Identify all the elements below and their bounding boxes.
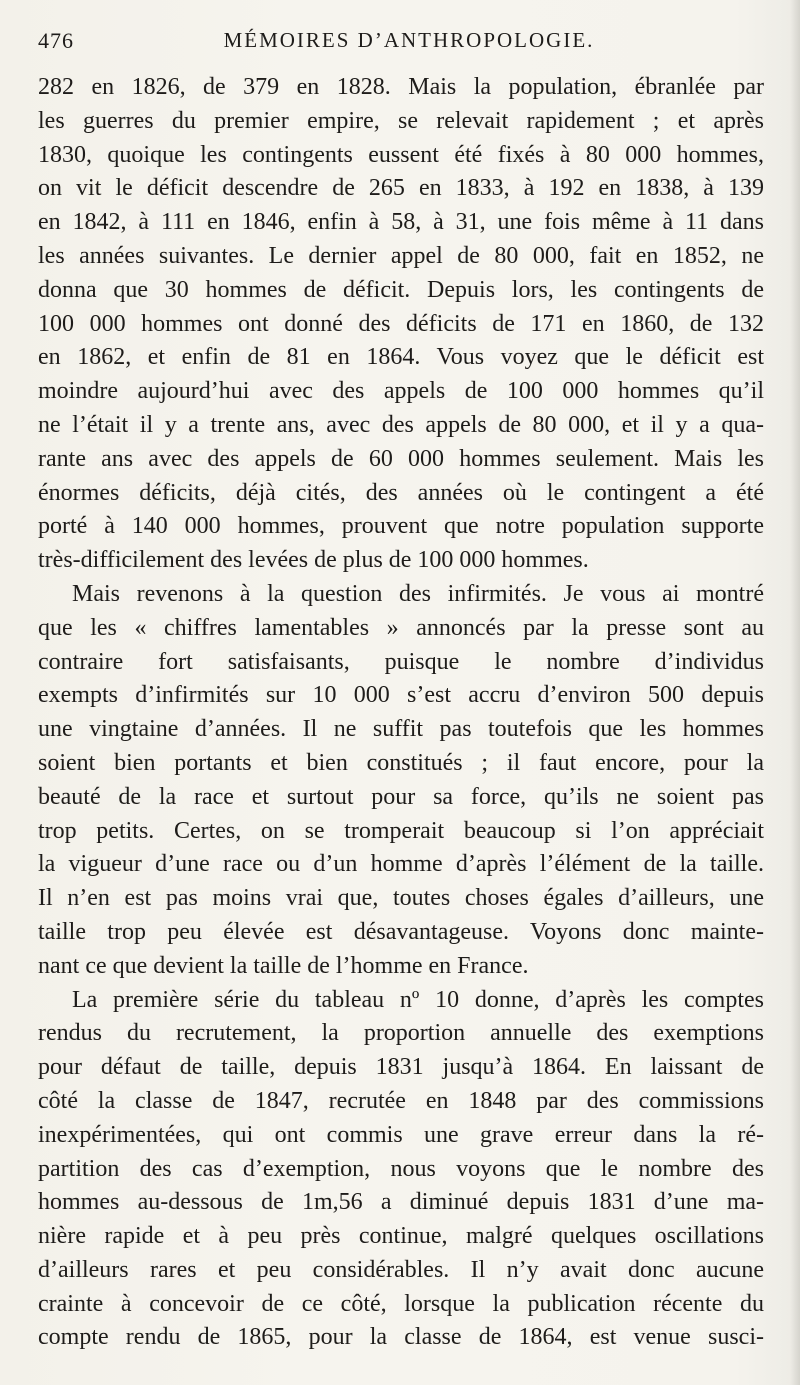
text-line: exempts d’infirmités sur 10 000 s’est accru d’environ 500 depuis bbox=[38, 682, 764, 709]
text-line: Mais revenons à la question des infirmités. Je vous ai montré bbox=[72, 580, 764, 607]
text-line: une vingtaine d’années. Il ne suffit pas toutefois que les hommes bbox=[38, 716, 764, 743]
text-line: contraire fort satisfaisants, puisque le nombre d’individus bbox=[38, 648, 764, 675]
body-text bbox=[38, 71, 764, 1355]
text-line: partition des cas d’exemption, nous voyons que le nombre des bbox=[38, 1155, 764, 1182]
text-line: ne l’était il y a trente ans, avec des appels de 80 000, et il y a qua- bbox=[38, 411, 764, 438]
page-edge-shadow bbox=[790, 0, 800, 1385]
text-line: côté la classe de 1847, recrutée en 1848 par des commissions bbox=[38, 1087, 764, 1114]
text-line: moindre aujourd’hui avec des appels de 100 000 hommes qu’il bbox=[38, 378, 764, 405]
text-line: les guerres du premier empire, se relevait rapidement ; et après bbox=[38, 107, 764, 134]
page-number: 476 bbox=[38, 28, 74, 53]
text-line: rante ans avec des appels de 60 000 hommes seulement. Mais les bbox=[38, 445, 764, 472]
text-line: trop petits. Certes, on se tromperait beaucoup si l’on appréciait bbox=[38, 817, 764, 844]
text-line: en 1842, à 111 en 1846, enfin à 58, à 31, une fois même à 11 dans bbox=[38, 209, 764, 236]
text-line: la vigueur d’une race ou d’un homme d’après l’élément de la taille. bbox=[38, 851, 764, 878]
text-line: hommes au-dessous de 1m,56 a diminué depuis 1831 d’une ma- bbox=[38, 1189, 764, 1216]
text-line: Il n’en est pas moins vrai que, toutes choses égales d’ailleurs, une bbox=[38, 885, 764, 912]
text-line: que les « chiffres lamentables » annoncés par la presse sont au bbox=[38, 614, 764, 641]
text-line: La première série du tableau nº 10 donne, d’après les comptes bbox=[72, 986, 764, 1013]
text-line: compte rendu de 1865, pour la classe de 1864, est venue susci- bbox=[38, 1324, 764, 1351]
text-line: on vit le déficit descendre de 265 en 1833, à 192 en 1838, à 139 bbox=[38, 175, 764, 202]
running-title: MÉMOIRES D’ANTHROPOLOGIE. bbox=[223, 28, 595, 52]
text-line: les années suivantes. Le dernier appel de 80 000, fait en 1852, ne bbox=[38, 242, 764, 269]
text-line: très-difficilement des levées de plus de 100 000 hommes. bbox=[38, 547, 589, 574]
text-line: en 1862, et enfin de 81 en 1864. Vous voyez que le déficit est bbox=[38, 344, 764, 371]
text-line: 282 en 1826, de 379 en 1828. Mais la population, ébranlée par bbox=[38, 74, 764, 100]
text-line: inexpérimentées, qui ont commis une grave erreur dans la ré- bbox=[38, 1121, 764, 1148]
text-line: crainte à concevoir de ce côté, lorsque la publication récente du bbox=[38, 1290, 764, 1317]
text-line: 1830, quoique les contingents eussent été fixés à 80 000 hommes, bbox=[38, 141, 764, 168]
text-line: soient bien portants et bien constitués ; il faut encore, pour la bbox=[38, 749, 764, 776]
text-line: pour défaut de taille, depuis 1831 jusqu’à 1864. En laissant de bbox=[38, 1054, 764, 1081]
text-line: 100 000 hommes ont donné des déficits de 171 en 1860, de 132 bbox=[38, 310, 764, 337]
text-line: nant ce que devient la taille de l’homme en France. bbox=[38, 952, 529, 979]
text-line: beauté de la race et surtout pour sa force, qu’ils ne soient pas bbox=[38, 783, 764, 810]
text-line: rendus du recrutement, la proportion annuelle des exemptions bbox=[38, 1020, 764, 1047]
text-line: porté à 140 000 hommes, prouvent que notre population supporte bbox=[38, 513, 764, 540]
text-line: énormes déficits, déjà cités, des années où le contingent a été bbox=[38, 479, 764, 506]
text-line: d’ailleurs rares et peu considérables. Il n’y avait donc aucune bbox=[38, 1256, 764, 1283]
text-line: nière rapide et à peu près continue, malgré quelques oscillations bbox=[38, 1223, 764, 1250]
text-line: taille trop peu élevée est désavantageuse. Voyons donc mainte- bbox=[38, 918, 764, 945]
page-header bbox=[38, 28, 760, 58]
text-line: donna que 30 hommes de déficit. Depuis lors, les contingents de bbox=[38, 276, 764, 303]
